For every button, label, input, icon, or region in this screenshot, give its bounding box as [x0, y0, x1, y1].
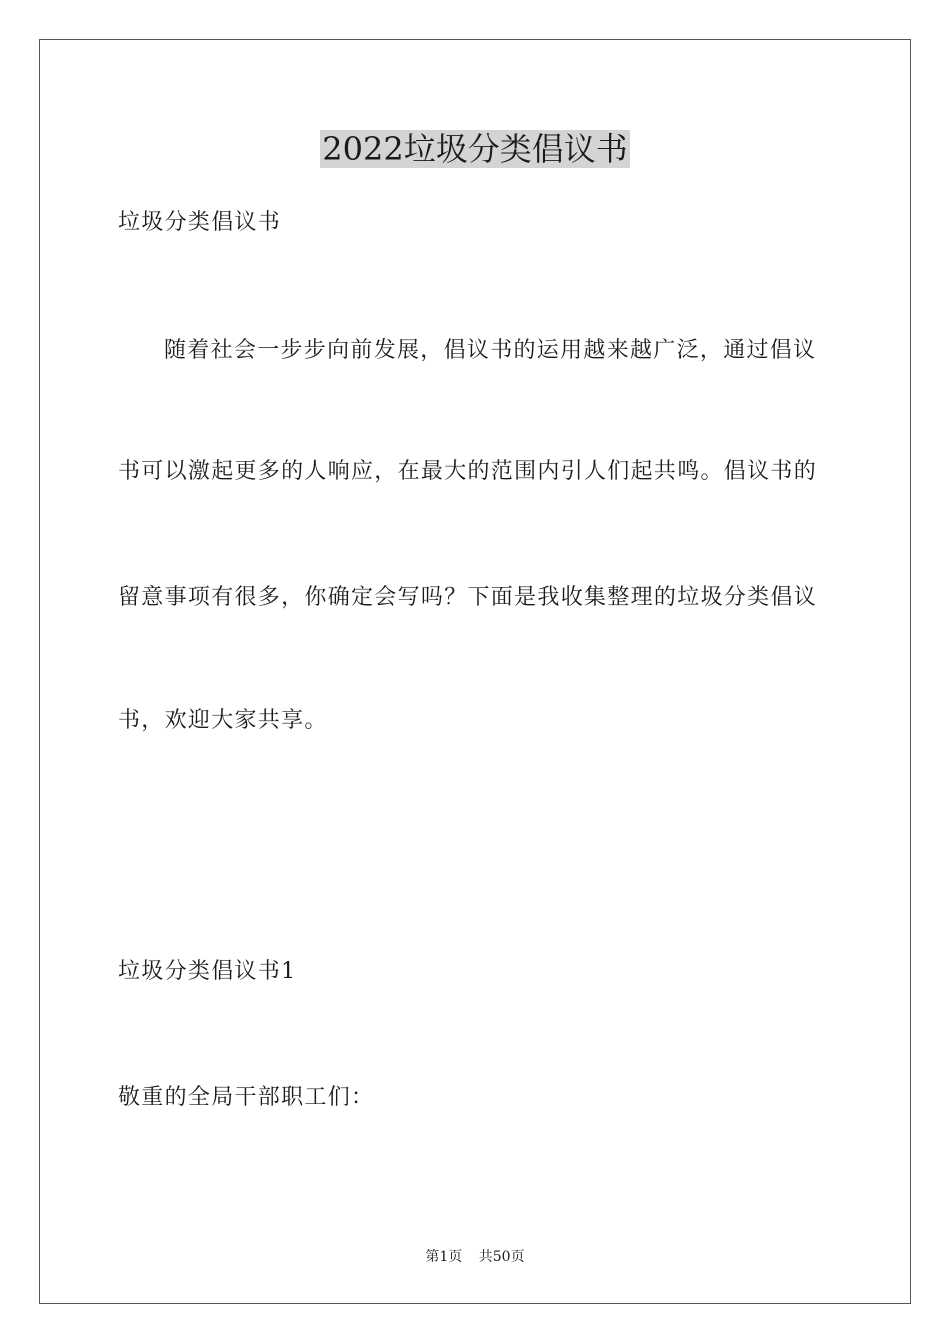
page-footer	[0, 1247, 950, 1267]
document-title	[0, 128, 950, 170]
paragraph-line-2: 书可以激起更多的人响应，在最大的范围内引人们起共鸣。倡议书的	[118, 459, 818, 484]
salutation: 敬重的全局干部职工们：	[118, 1085, 375, 1110]
subtitle: 垃圾分类倡议书	[118, 210, 282, 235]
section-heading: 垃圾分类倡议书1	[118, 959, 297, 984]
paragraph-line-1: 随着社会一步步向前发展，倡议书的运用越来越广泛，通过倡议	[164, 338, 817, 363]
page-total: 共50页	[478, 1249, 525, 1265]
document-title-text: 2022垃圾分类倡议书	[322, 130, 628, 168]
paragraph-line-3: 留意事项有很多，你确定会写吗？下面是我收集整理的垃圾分类倡议	[118, 585, 818, 610]
page-number: 第1页	[425, 1249, 463, 1265]
paragraph-line-4: 书，欢迎大家共享。	[118, 708, 328, 733]
